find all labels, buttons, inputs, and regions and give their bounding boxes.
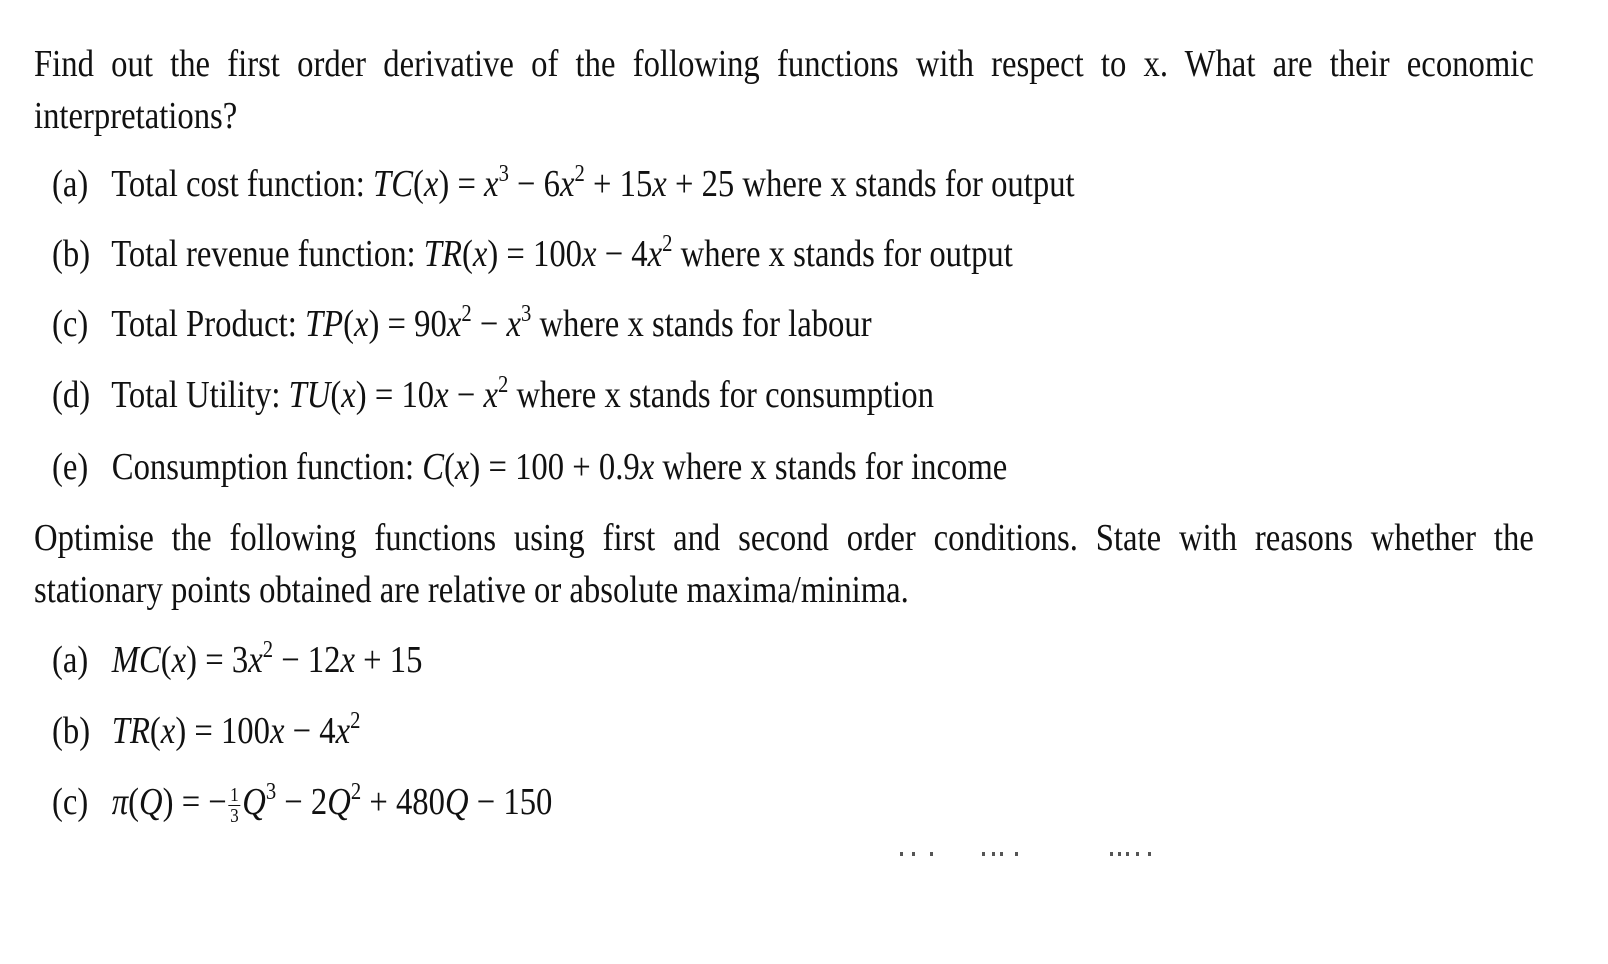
q2-item-c — [52, 772, 552, 832]
item-suffix: where x stands for output — [742, 163, 1075, 205]
q1-item-c — [52, 294, 872, 354]
q1-item-d — [52, 365, 934, 425]
item-equation: $TR(x) = 100x - 4x^2$ — [423, 231, 673, 275]
item-equation: π(Q) = − $\frac{1}{3}$ $Q^3 - 2Q^2 + 480Q - 150$ — [111, 779, 553, 827]
item-label: (a) — [52, 163, 89, 205]
question-1-intro: Find out the first order derivative of the following functions with respect to x. What are their economic interpretations? — [34, 43, 1534, 137]
item-prefix: Total Utility: — [111, 374, 281, 416]
item-equation: $TC(x) = x^3 - 6x^2 + 15x + 25$ — [373, 161, 735, 205]
item-suffix: where x stands for labour — [539, 303, 872, 345]
q1-item-a — [52, 154, 1075, 214]
item-equation: $TP(x) = 90x^2 - x^3$ — [304, 301, 532, 345]
item-prefix: Consumption function: — [111, 446, 415, 488]
item-prefix: Total revenue function: — [111, 233, 416, 275]
q1-item-e — [52, 437, 1007, 497]
item-label: (e) — [52, 446, 89, 488]
item-suffix: where x stands for income — [662, 446, 1008, 488]
item-label: (d) — [52, 374, 91, 416]
item-label: (c) — [52, 303, 89, 345]
q2-item-a — [52, 630, 422, 690]
scan-artifact-marks — [900, 852, 1200, 858]
item-suffix: where x stands for consumption — [516, 374, 934, 416]
q2-item-b — [52, 701, 360, 761]
item-equation: $TU(x) = 10x - x^2$ — [288, 372, 509, 416]
item-label: (a) — [52, 639, 89, 681]
item-equation: C(x) = 100 + 0.9x — [422, 446, 655, 488]
item-label: (c) — [52, 781, 89, 823]
item-prefix: Total cost function: — [111, 163, 365, 205]
item-equation: $TR(x) = 100x - 4x^2$ — [111, 708, 361, 752]
question-2-intro: Optimise the following functions using first and second order conditions. State with reasons whether the stationary points obtained are relative or absolute maxima/minima. — [34, 517, 1534, 611]
item-label: (b) — [52, 710, 91, 752]
item-equation: $MC(x) = 3x^2 - 12x + 15$ — [111, 637, 423, 681]
item-prefix: Total Product: — [111, 303, 297, 345]
item-suffix: where x stands for output — [680, 233, 1013, 275]
q1-item-b — [52, 224, 1013, 284]
item-label: (b) — [52, 233, 91, 275]
